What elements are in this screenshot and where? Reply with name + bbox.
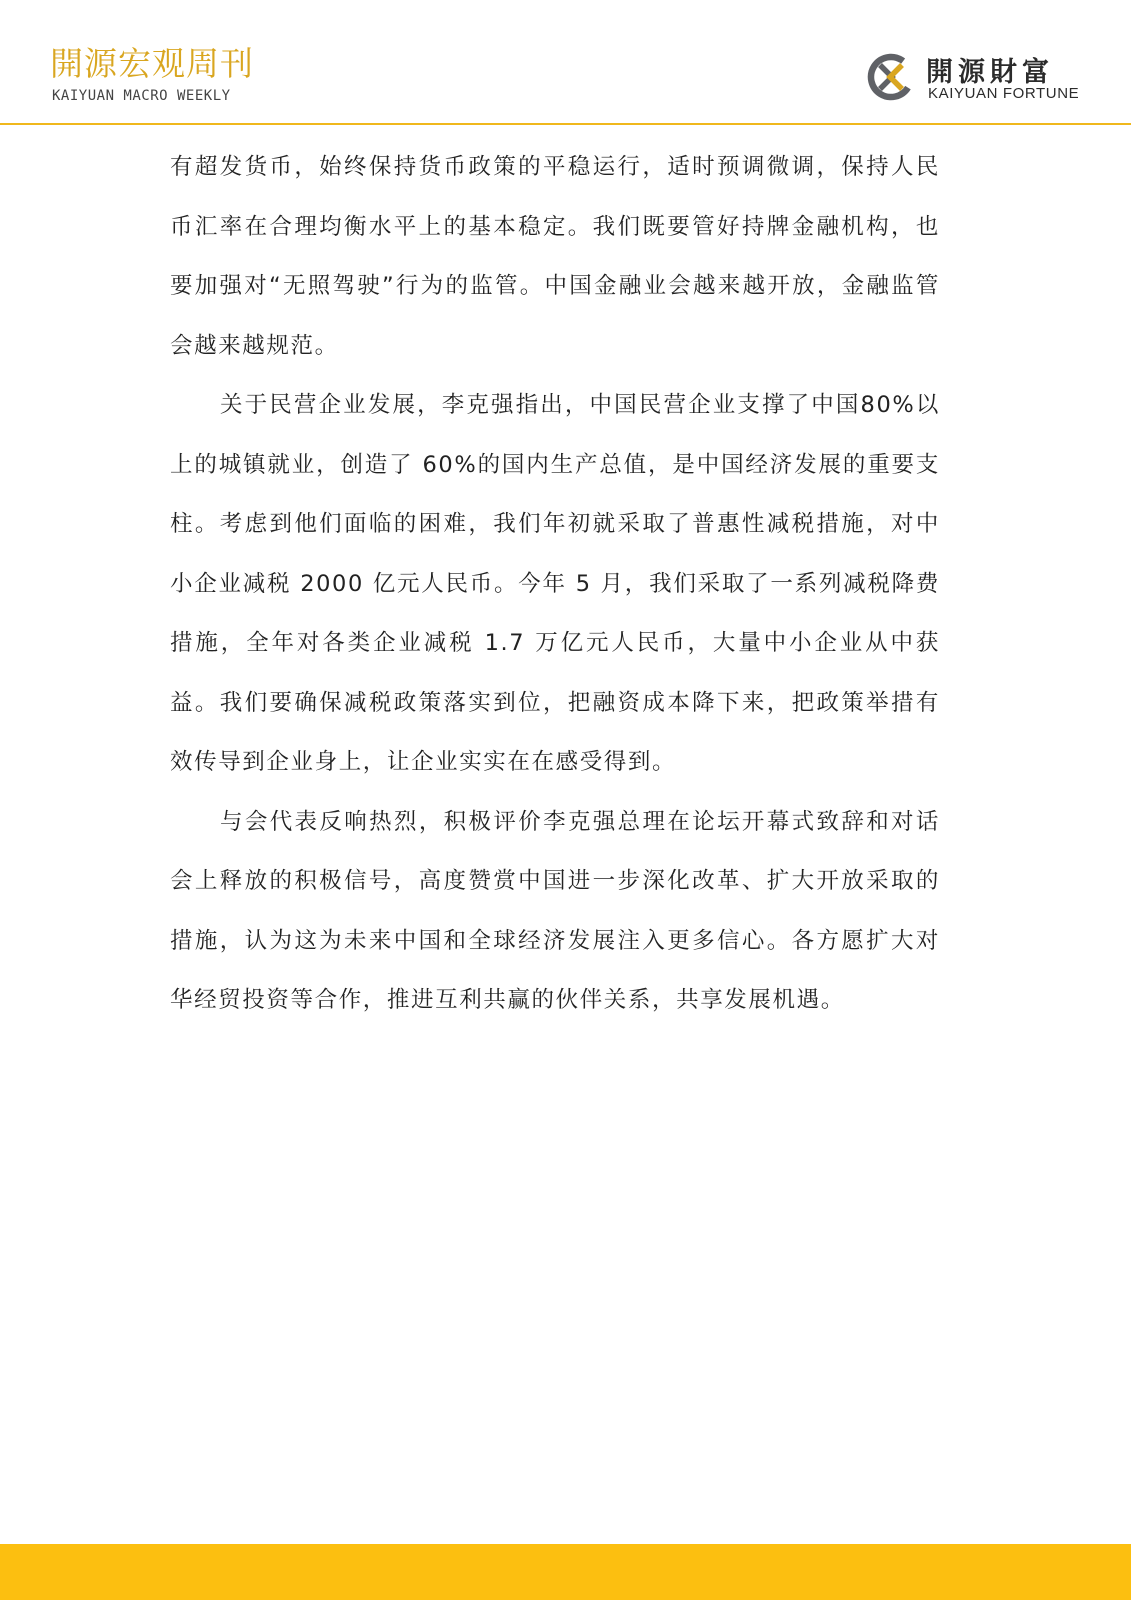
paragraph-continued: 有超发货币，始终保持货币政策的平稳运行，适时预调微调，保持人民币汇率在合理均衡水平上的基本稳定。我们既要管好持牌金融机构，也要加强对“无照驾驶”行为的监管。中国金融业会越来越开放，金融监管会越来越规范。: [170, 154, 940, 359]
header-divider: [0, 123, 1131, 125]
paragraph-private-enterprise: 关于民营企业发展，李克强指出，中国民营企业支撑了中国80%以上的城镇就业，创造了 60%的国内生产总值，是中国经济发展的重要支柱。考虑到他们面临的困难，我们年初就采取了普惠性减税措施，对中小企业减税 2000 亿元人民币。今年 5 月，我们采取了一系列减税降费措施，全年对各类企业减税 1.7 万亿元人民币，大量中小企业从中获益。我们要确保减税政策落实到位，把融资成本降下来，把政策举措有效传导到企业身上，让企业实实在在感受得到。: [170, 392, 940, 775]
brand-name-english: KAIYUAN FORTUNE: [928, 85, 1080, 102]
publication-title: 開源宏观周刊: [50, 44, 254, 83]
page-header: [0, 0, 1131, 126]
publication-subtitle: KAIYUAN MACRO WEEKLY: [52, 88, 231, 104]
article-body: [170, 138, 940, 1031]
kaiyuan-logo-icon: [866, 52, 916, 102]
footer-bar: [0, 1544, 1131, 1600]
brand-block: [866, 50, 1096, 106]
brand-name: 開源財富: [926, 57, 1054, 88]
paragraph-delegate-response: 与会代表反响热烈，积极评价李克强总理在论坛开幕式致辞和对话会上释放的积极信号，高度赞赏中国进一步深化改革、扩大开放采取的措施，认为这为未来中国和全球经济发展注入更多信心。各方愿扩大对华经贸投资等合作，推进互利共赢的伙伴关系，共享发展机遇。: [170, 808, 940, 1013]
